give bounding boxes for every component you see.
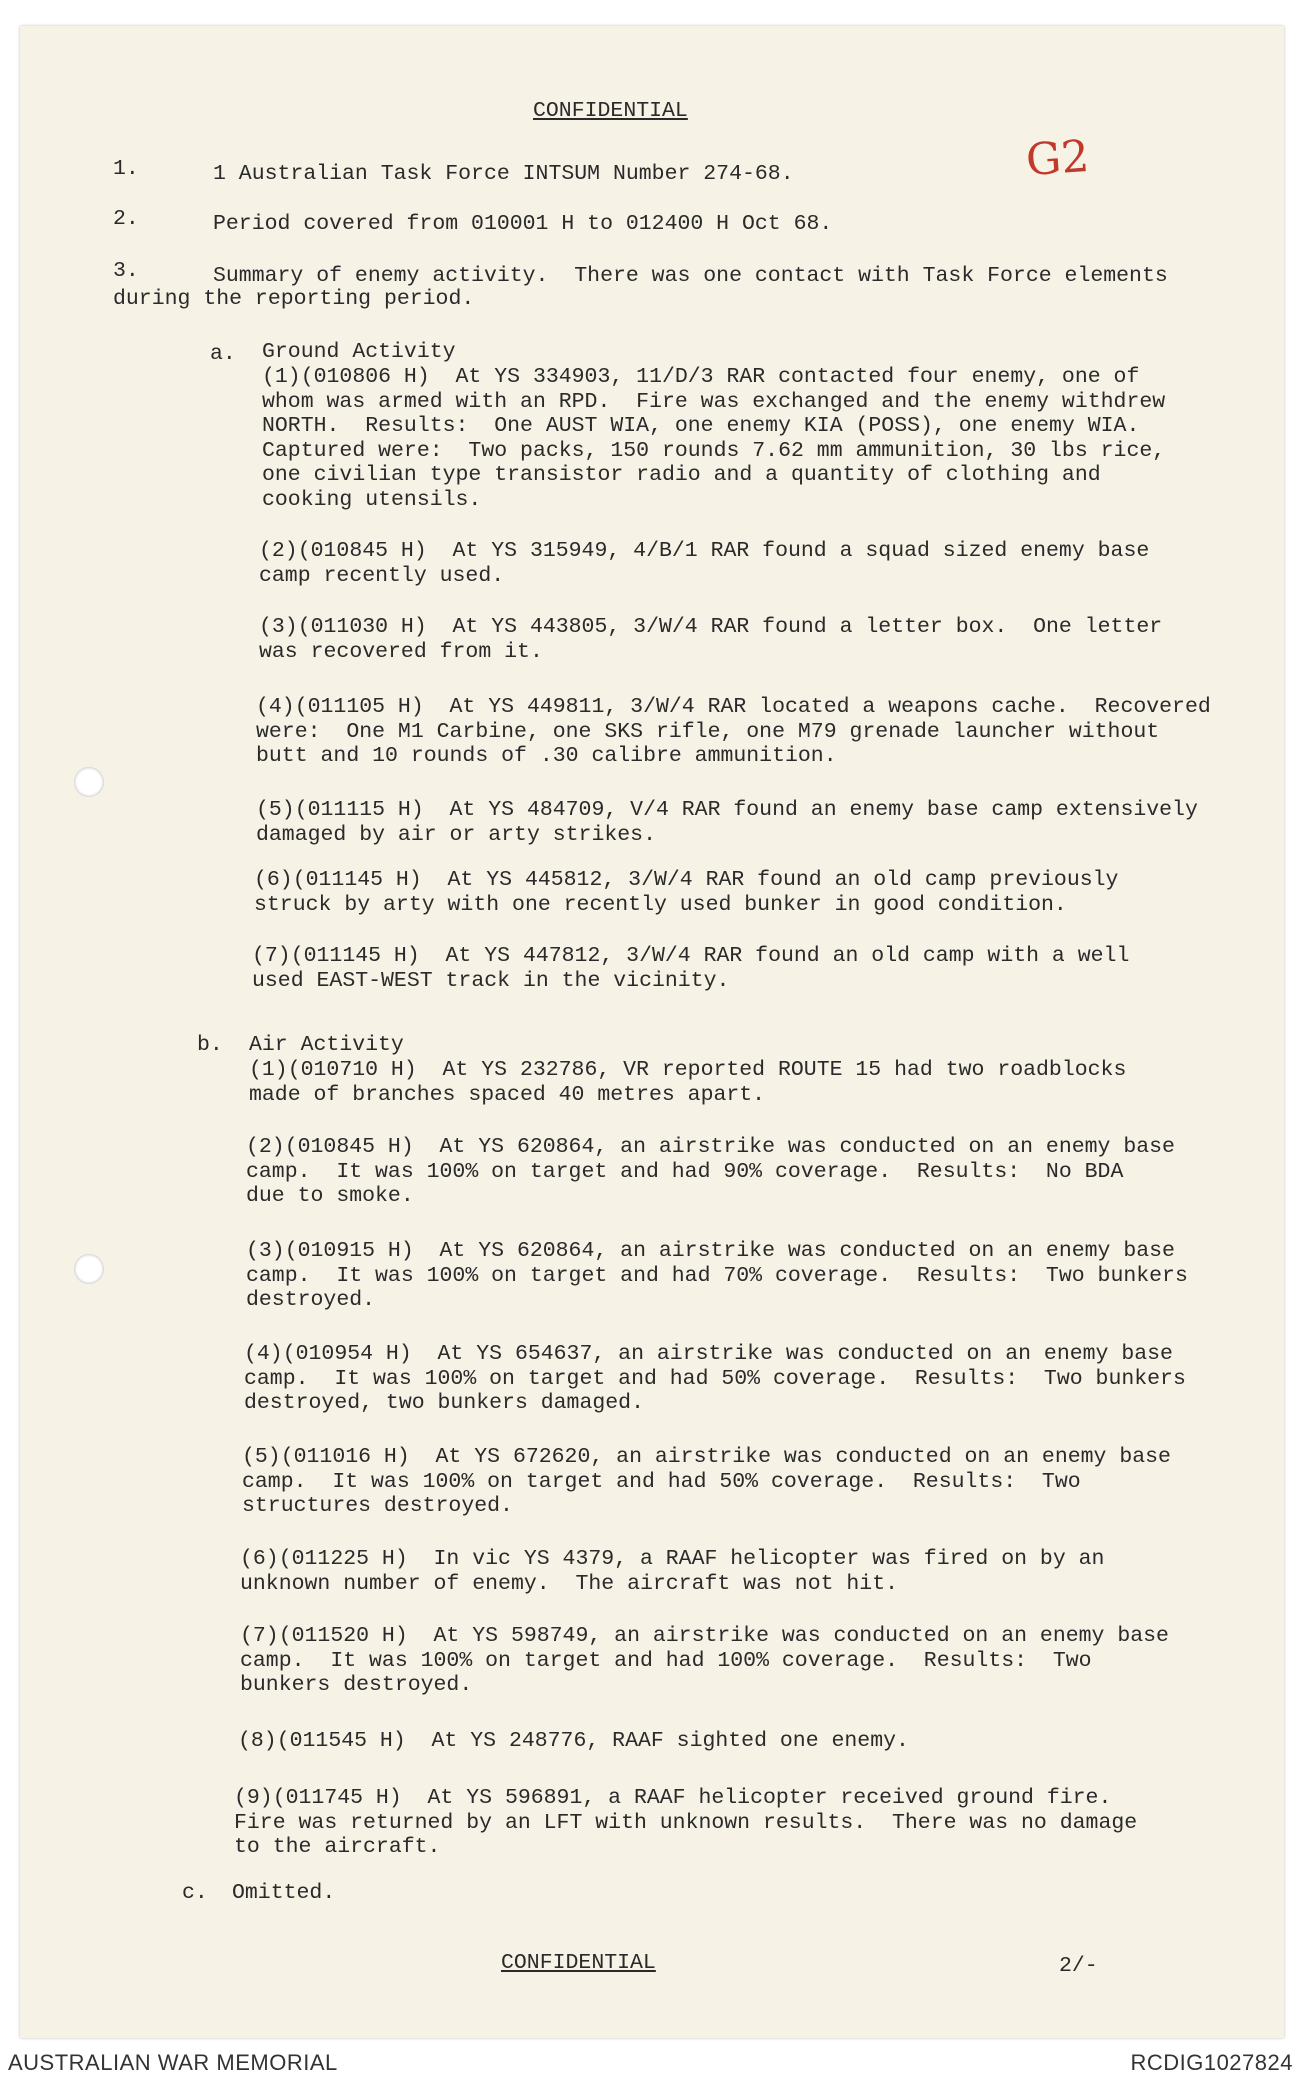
entry-line-first: (3)(010915 H) At YS 620864, an airstrike was conducted on an enemy base <box>246 1239 1175 1263</box>
classification-bottom: CONFIDENTIAL <box>501 1951 656 1975</box>
entry-line: made of branches spaced 40 metres apart. <box>249 1082 766 1107</box>
punch-hole <box>74 767 104 797</box>
entry-line: cooking utensils. <box>262 487 482 512</box>
entry-line: whom was armed with an RPD. Fire was exchanged and the enemy withdrew <box>262 389 1166 414</box>
entry-line-first: (1)(010806 H) At YS 334903, 11/D/3 RAR contacted four enemy, one of <box>262 365 1140 389</box>
entry-line-first: (6)(011145 H) At YS 445812, 3/W/4 RAR found an old camp previously <box>254 868 1119 892</box>
entry-line: were: One M1 Carbine, one SKS rifle, one M79 grenade launcher without <box>256 719 1160 744</box>
entry-line: camp recently used. <box>259 563 505 588</box>
entry-line: Captured were: Two packs, 150 rounds 7.62 mm ammunition, 30 lbs rice, <box>262 438 1166 463</box>
para-text: 1 Australian Task Force INTSUM Number 274-68. <box>213 162 794 186</box>
entry-line: camp. It was 100% on target and had 100% coverage. Results: Two <box>240 1648 1092 1673</box>
entry-line-first: (7)(011145 H) At YS 447812, 3/W/4 RAR found an old camp with a well <box>252 944 1130 968</box>
omitted-text: Omitted. <box>232 1881 336 1905</box>
entry-line: NORTH. Results: One AUST WIA, one enemy KIA (POSS), one enemy WIA. <box>262 414 1140 438</box>
entry-line: unknown number of enemy. The aircraft was not hit. <box>240 1571 899 1596</box>
entry-line-first: (9)(011745 H) At YS 596891, a RAAF helicopter received ground fire. <box>234 1786 1112 1810</box>
entry-line: destroyed, two bunkers damaged. <box>244 1391 644 1415</box>
entry-line: due to smoke. <box>246 1184 414 1208</box>
section-letter: b. <box>197 1033 223 1057</box>
entry-line: camp. It was 100% on target and had 50% coverage. Results: Two <box>242 1469 1081 1494</box>
entry-line: used EAST-WEST track in the vicinity. <box>252 968 730 993</box>
entry-line: to the aircraft. <box>234 1835 441 1859</box>
entry-line: damaged by air or arty strikes. <box>256 822 656 847</box>
entry-line-first: (1)(010710 H) At YS 232786, VR reported ROUTE 15 had two roadblocks <box>249 1058 1127 1082</box>
entry-line-first: (3)(011030 H) At YS 443805, 3/W/4 RAR found a letter box. One letter <box>259 615 1163 639</box>
entry-line-first: (8)(011545 H) At YS 248776, RAAF sighted one enemy. <box>238 1729 909 1753</box>
page-marker: 2/- <box>1059 1954 1098 1978</box>
para-text: Summary of enemy activity. There was one contact with Task Force elements <box>213 264 1168 288</box>
footer-source: AUSTRALIAN WAR MEMORIAL <box>8 2050 338 2075</box>
section-title: Ground Activity <box>262 340 456 364</box>
entry-line: butt and 10 rounds of .30 calibre ammunition. <box>256 744 837 768</box>
para-number: 3. <box>113 259 139 283</box>
entry-line-first: (2)(010845 H) At YS 620864, an airstrike was conducted on an enemy base <box>246 1135 1175 1159</box>
entry-line: struck by arty with one recently used bunker in good condition. <box>254 892 1067 917</box>
entry-line: destroyed. <box>246 1288 376 1312</box>
entry-line-first: (5)(011016 H) At YS 672620, an airstrike was conducted on an enemy base <box>242 1445 1171 1469</box>
footer-id: RCDIG1027824 <box>1130 2050 1293 2075</box>
entry-line-first: (6)(011225 H) In vic YS 4379, a RAAF helicopter was fired on by an <box>240 1547 1105 1571</box>
entry-line-first: (5)(011115 H) At YS 484709, V/4 RAR found an enemy base camp extensively <box>256 798 1198 822</box>
section-letter: c. <box>182 1881 208 1905</box>
entry-line: Fire was returned by an LFT with unknown results. There was no damage <box>234 1810 1138 1835</box>
entry-line-first: (4)(010954 H) At YS 654637, an airstrike was conducted on an enemy base <box>244 1342 1173 1366</box>
handwritten-mark: G2 <box>1024 130 1091 187</box>
section-letter: a. <box>210 342 236 366</box>
entry-line-first: (7)(011520 H) At YS 598749, an airstrike was conducted on an enemy base <box>240 1624 1169 1648</box>
para-number: 2. <box>113 207 139 231</box>
entry-line: bunkers destroyed. <box>240 1673 473 1697</box>
entry-line-first: (4)(011105 H) At YS 449811, 3/W/4 RAR located a weapons cache. Recovered <box>256 695 1211 719</box>
section-title: Air Activity <box>249 1033 404 1057</box>
entry-line: camp. It was 100% on target and had 50% coverage. Results: Two bunkers <box>244 1366 1186 1391</box>
para-number: 1. <box>113 157 139 181</box>
entry-line: camp. It was 100% on target and had 90% coverage. Results: No BDA <box>246 1159 1124 1184</box>
entry-line-first: (2)(010845 H) At YS 315949, 4/B/1 RAR found a squad sized enemy base <box>259 539 1150 563</box>
classification-top: CONFIDENTIAL <box>533 99 688 123</box>
entry-line: structures destroyed. <box>242 1494 513 1518</box>
entry-line: one civilian type transistor radio and a quantity of clothing and <box>262 463 1101 487</box>
entry-line: camp. It was 100% on target and had 70% coverage. Results: Two bunkers <box>246 1263 1188 1288</box>
para-text: during the reporting period. <box>113 287 475 311</box>
punch-hole <box>74 1254 104 1284</box>
para-text: Period covered from 010001 H to 012400 H Oct 68. <box>213 212 833 236</box>
entry-line: was recovered from it. <box>259 639 543 664</box>
